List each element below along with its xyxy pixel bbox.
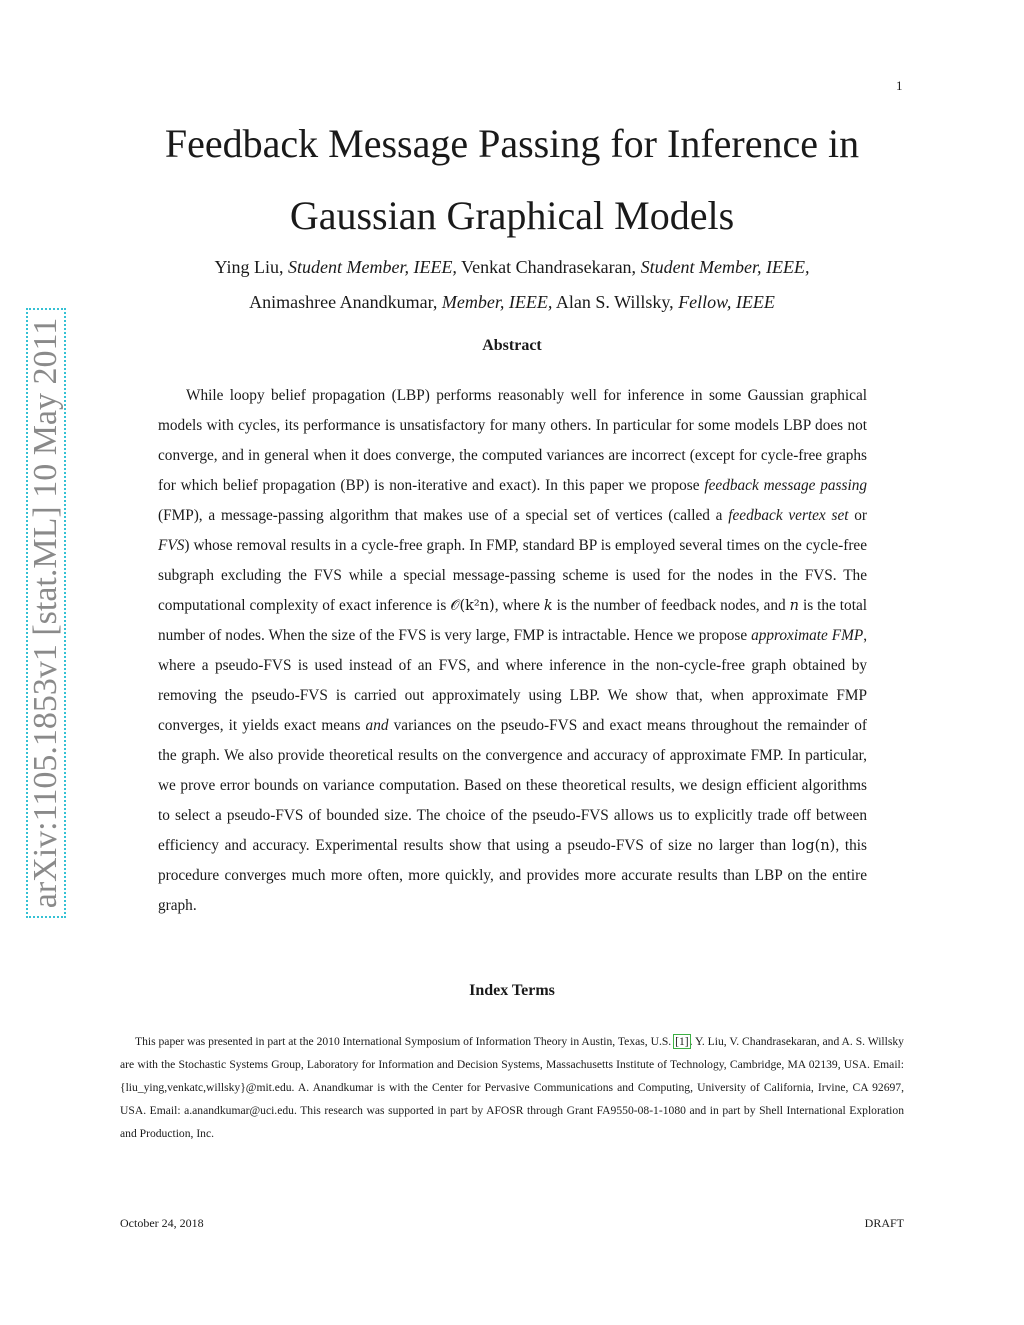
abstract-term: and: [365, 717, 389, 734]
author-role: Member, IEEE,: [441, 292, 553, 312]
abstract-term: approximate FMP: [751, 627, 864, 644]
abstract-term: FVS: [158, 537, 185, 554]
index-terms-heading: Index Terms: [469, 982, 555, 999]
arxiv-identifier[interactable]: arXiv:1105.1853v1 [stat.ML] 10 May 2011: [26, 308, 66, 918]
footnote: [120, 1030, 904, 1145]
author-line-1: [120, 250, 904, 285]
abstract-heading: Abstract: [482, 337, 542, 354]
abstract-text: , where: [494, 597, 540, 614]
page-number: 1: [896, 78, 903, 93]
math-variable: n: [789, 598, 799, 614]
author-name: Animashree Anandkumar,: [249, 292, 438, 312]
footnote-text: . Y. Liu, V. Chandrasekaran, and A. S. Willsky are with the Stochastic Systems Group, Laboratory for Information and Decision Systems, Massachusetts Institute of Technology, Cambridge, MA 02139, USA. Email: {liu_ying,venkatc,willsky}@mit.edu. A. Anandkumar is with the Center for Pervasive Communications and Computing, University of California, Irvine, CA 92697, USA. Email: a.anandkumar@uci.edu. This research was supported in part by AFOSR through Grant FA9550-08-1-1080 and in part by Shell International Exploration and Production, Inc.: [120, 1035, 904, 1140]
author-name: Ying Liu,: [214, 257, 284, 277]
abstract-text: While loopy belief propagation (LBP) performs reasonably well for inference in some Gaussian graphical models with cycles, its performance is unsatisfactory for many others. In particular for some models LBP does not converge, and in general when it does converge, the computed variances are incorrect (except for cycle-free graphs for which belief propagation (BP) is non-iterative and exact). In this paper we propose: [158, 387, 867, 494]
abstract-body: [158, 381, 867, 921]
title-line-1: Feedback Message Passing for Inference in: [164, 121, 860, 166]
footnote-text: This paper was presented in part at the 2010 International Symposium of Information Theory in Austin, Texas, U.S.: [135, 1035, 672, 1048]
abstract-text: or: [854, 507, 867, 524]
abstract-text: (FMP), a message-passing algorithm that makes use of a special set of vertices (called a: [158, 507, 723, 524]
abstract-text: is the total number of nodes. When the size of the FVS is very large, FMP is intractable. Hence we propose: [158, 597, 868, 644]
abstract-text: , where a pseudo-FVS is used instead of an FVS, and where inference in the non-cycle-free graph obtained by removing the pseudo-FVS is carried out approximately using LBP. We show that, when approximate FMP converges, it yields exact means: [158, 627, 868, 734]
author-list: [120, 250, 904, 320]
author-name: Alan S. Willsky,: [555, 292, 674, 312]
abstract-term: feedback message passing: [704, 477, 867, 494]
abstract-term: feedback vertex set: [728, 507, 849, 524]
paper-title: [120, 108, 904, 252]
math-variable: k: [543, 598, 553, 614]
author-role: Student Member, IEEE,: [640, 257, 810, 277]
footer-date: October 24, 2018: [120, 1216, 204, 1230]
math-complexity: 𝒪(k²n): [450, 598, 495, 614]
author-role: Fellow, IEEE: [678, 292, 775, 312]
abstract-text: variances on the pseudo-FVS and exact means throughout the remainder of the graph. We also provide theoretical results on the convergence and accuracy of approximate FMP. In particular, we prove error bounds on variance computation. Based on these theoretical results, we design efficient algorithms to select a pseudo-FVS of bounded size. The choice of the pseudo-FVS allows us to explicitly trade off between efficiency and accuracy. Experimental results show that using a pseudo-FVS of size no larger than: [158, 717, 868, 854]
footer-draft-label: DRAFT: [864, 1216, 904, 1230]
abstract-text: is the number of feedback nodes, and: [556, 597, 786, 614]
author-role: Student Member, IEEE,: [287, 257, 457, 277]
author-line-2: [120, 285, 904, 320]
author-name: Venkat Chandrasekaran,: [461, 257, 637, 277]
abstract-text: ) whose removal results in a cycle-free graph. In FMP, standard BP is employed several times on the cycle-free subgraph excluding the FVS while a special message-passing scheme is used for the nodes in the FVS. The computational complexity of exact inference is: [158, 537, 867, 614]
abstract-text: , this procedure converges much more often, more quickly, and provides more accurate results than LBP on the entire graph.: [158, 837, 868, 914]
title-line-2: Gaussian Graphical Models: [289, 193, 735, 238]
math-log: log(n): [792, 838, 836, 854]
citation-link[interactable]: [1]: [675, 1035, 689, 1048]
